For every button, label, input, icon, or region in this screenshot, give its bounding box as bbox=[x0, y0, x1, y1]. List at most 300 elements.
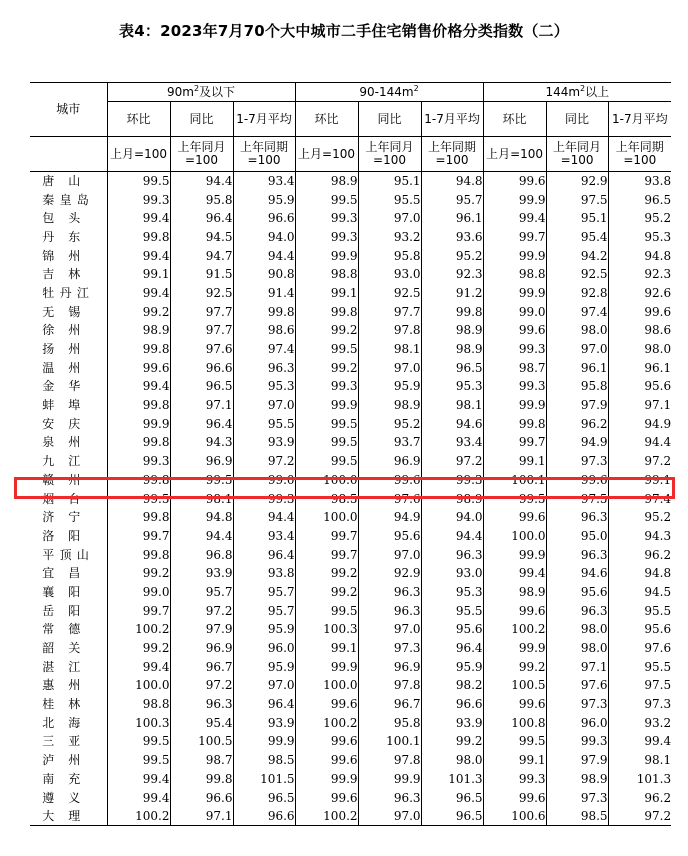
city-name-text: 安 庆 bbox=[42, 416, 81, 431]
index-value: 98.8 bbox=[295, 265, 358, 284]
index-value: 97.9 bbox=[546, 396, 608, 415]
index-value: 97.3 bbox=[358, 639, 421, 658]
index-value: 96.6 bbox=[170, 788, 233, 807]
index-value: 98.1 bbox=[358, 340, 421, 359]
base-header-avg: 上年同期=100 bbox=[608, 137, 671, 172]
index-value: 99.8 bbox=[295, 302, 358, 321]
index-value: 99.2 bbox=[421, 732, 483, 751]
index-value: 99.9 bbox=[483, 190, 546, 209]
city-name-text: 洛 阳 bbox=[42, 528, 81, 543]
index-value: 95.3 bbox=[608, 228, 671, 247]
index-value: 99.9 bbox=[358, 770, 421, 789]
index-value: 95.8 bbox=[358, 713, 421, 732]
col-header-avg: 1-7月平均 bbox=[608, 102, 671, 137]
table-row bbox=[30, 265, 671, 284]
city-name bbox=[30, 770, 107, 789]
table-row bbox=[30, 246, 671, 265]
index-value: 98.5 bbox=[546, 807, 608, 826]
index-value: 97.3 bbox=[546, 695, 608, 714]
index-value: 90.8 bbox=[233, 265, 295, 284]
index-value: 95.7 bbox=[233, 583, 295, 602]
city-name-text: 襄 阳 bbox=[42, 584, 81, 599]
index-value: 93.0 bbox=[358, 265, 421, 284]
index-value: 100.0 bbox=[483, 527, 546, 546]
index-value: 97.4 bbox=[608, 489, 671, 508]
city-name bbox=[30, 396, 107, 415]
index-value: 99.6 bbox=[295, 751, 358, 770]
city-name-text: 蚌 埠 bbox=[42, 398, 81, 413]
index-value: 96.3 bbox=[358, 601, 421, 620]
index-value: 95.8 bbox=[170, 190, 233, 209]
index-value: 93.4 bbox=[233, 527, 295, 546]
index-value: 94.2 bbox=[546, 246, 608, 265]
index-value: 94.8 bbox=[608, 564, 671, 583]
index-value: 98.9 bbox=[107, 321, 170, 340]
base-header-yoy: 上年同月=100 bbox=[170, 137, 233, 172]
index-value: 97.2 bbox=[608, 807, 671, 826]
index-value: 99.6 bbox=[483, 172, 546, 191]
index-value: 96.2 bbox=[608, 788, 671, 807]
index-value: 97.2 bbox=[421, 452, 483, 471]
index-value: 93.6 bbox=[421, 228, 483, 247]
index-value: 98.9 bbox=[421, 321, 483, 340]
index-value: 92.6 bbox=[608, 284, 671, 303]
index-value: 95.5 bbox=[358, 190, 421, 209]
index-value: 96.9 bbox=[358, 452, 421, 471]
index-value: 96.3 bbox=[546, 545, 608, 564]
index-value: 92.3 bbox=[421, 265, 483, 284]
city-name bbox=[30, 527, 107, 546]
area-superscript: 2 bbox=[413, 83, 419, 93]
city-name bbox=[30, 471, 107, 490]
table-row bbox=[30, 228, 671, 247]
index-value: 98.0 bbox=[608, 340, 671, 359]
table-row bbox=[30, 732, 671, 751]
index-value: 99.5 bbox=[295, 433, 358, 452]
index-value: 99.5 bbox=[295, 340, 358, 359]
index-value: 96.6 bbox=[421, 695, 483, 714]
index-value: 94.8 bbox=[421, 172, 483, 191]
index-value: 94.8 bbox=[170, 508, 233, 527]
index-value: 99.4 bbox=[107, 284, 170, 303]
city-name-text: 金 华 bbox=[42, 379, 81, 394]
city-name bbox=[30, 732, 107, 751]
index-value: 96.3 bbox=[546, 508, 608, 527]
index-value: 92.5 bbox=[358, 284, 421, 303]
index-value: 100.5 bbox=[170, 732, 233, 751]
city-name bbox=[30, 639, 107, 658]
index-value: 99.9 bbox=[483, 284, 546, 303]
index-value: 94.5 bbox=[170, 228, 233, 247]
index-value: 97.3 bbox=[546, 452, 608, 471]
index-value: 93.4 bbox=[233, 172, 295, 191]
group-header-mid bbox=[295, 83, 483, 102]
index-value: 97.0 bbox=[358, 807, 421, 826]
index-value: 99.4 bbox=[483, 564, 546, 583]
base-header-empty bbox=[30, 137, 107, 172]
city-name bbox=[30, 377, 107, 396]
index-value: 100.2 bbox=[295, 713, 358, 732]
index-value: 95.2 bbox=[358, 414, 421, 433]
index-value: 94.7 bbox=[170, 246, 233, 265]
index-value: 96.5 bbox=[421, 358, 483, 377]
index-value: 100.8 bbox=[483, 713, 546, 732]
index-value: 97.4 bbox=[233, 340, 295, 359]
index-value: 94.9 bbox=[358, 508, 421, 527]
base-header-yoy: 上年同月=100 bbox=[358, 137, 421, 172]
index-value: 94.0 bbox=[233, 228, 295, 247]
city-name bbox=[30, 751, 107, 770]
page-title: 表4：2023年7月70个大中城市二手住宅销售价格分类指数（二） bbox=[119, 22, 569, 40]
index-value: 99.8 bbox=[170, 770, 233, 789]
index-value: 99.4 bbox=[107, 788, 170, 807]
index-value: 99.9 bbox=[295, 246, 358, 265]
city-name-text: 常 德 bbox=[42, 622, 81, 637]
city-name-text: 无 锡 bbox=[42, 304, 81, 319]
table-row bbox=[30, 695, 671, 714]
index-value: 97.1 bbox=[170, 807, 233, 826]
index-value: 96.9 bbox=[170, 452, 233, 471]
index-value: 99.5 bbox=[170, 471, 233, 490]
city-name-text: 湛 江 bbox=[42, 659, 81, 674]
index-value: 99.6 bbox=[295, 732, 358, 751]
col-header-avg: 1-7月平均 bbox=[421, 102, 483, 137]
index-value: 99.8 bbox=[107, 396, 170, 415]
index-value: 99.8 bbox=[107, 471, 170, 490]
index-value: 96.3 bbox=[233, 358, 295, 377]
city-name bbox=[30, 807, 107, 826]
city-name bbox=[30, 713, 107, 732]
index-value: 98.0 bbox=[546, 639, 608, 658]
index-value: 91.5 bbox=[170, 265, 233, 284]
city-name-text: 唐 山 bbox=[42, 174, 81, 189]
index-value: 93.9 bbox=[421, 713, 483, 732]
index-value: 94.3 bbox=[608, 527, 671, 546]
index-value: 95.6 bbox=[608, 620, 671, 639]
table-row bbox=[30, 788, 671, 807]
col-header-avg: 1-7月平均 bbox=[233, 102, 295, 137]
index-value: 94.9 bbox=[546, 433, 608, 452]
base-header-mom: 上月=100 bbox=[295, 137, 358, 172]
index-value: 97.1 bbox=[608, 396, 671, 415]
col-header-yoy: 同比 bbox=[170, 102, 233, 137]
index-value: 99.8 bbox=[421, 302, 483, 321]
index-value: 101.3 bbox=[608, 770, 671, 789]
index-value: 99.0 bbox=[483, 302, 546, 321]
index-value: 99.7 bbox=[483, 228, 546, 247]
index-value: 95.5 bbox=[421, 601, 483, 620]
index-value: 99.2 bbox=[107, 302, 170, 321]
index-value: 99.0 bbox=[107, 583, 170, 602]
index-value: 98.9 bbox=[421, 489, 483, 508]
city-name-text: 九 江 bbox=[42, 454, 81, 469]
index-value: 97.8 bbox=[358, 321, 421, 340]
city-name bbox=[30, 489, 107, 508]
index-value: 99.3 bbox=[107, 190, 170, 209]
city-name-text: 温 州 bbox=[42, 360, 81, 375]
city-name-text: 平 顶 山 bbox=[42, 547, 89, 562]
index-value: 94.4 bbox=[170, 172, 233, 191]
index-value: 99.6 bbox=[483, 508, 546, 527]
city-name bbox=[30, 452, 107, 471]
index-value: 99.9 bbox=[483, 396, 546, 415]
index-value: 99.3 bbox=[295, 228, 358, 247]
index-value: 99.5 bbox=[483, 732, 546, 751]
index-value: 99.2 bbox=[483, 657, 546, 676]
index-value: 99.6 bbox=[295, 695, 358, 714]
index-value: 95.7 bbox=[170, 583, 233, 602]
city-name bbox=[30, 246, 107, 265]
index-value: 97.3 bbox=[608, 695, 671, 714]
index-value: 96.1 bbox=[421, 209, 483, 228]
city-name bbox=[30, 321, 107, 340]
index-value: 99.6 bbox=[483, 788, 546, 807]
index-value: 99.7 bbox=[295, 527, 358, 546]
index-value: 99.1 bbox=[107, 265, 170, 284]
table-row bbox=[30, 807, 671, 826]
index-value: 93.4 bbox=[421, 433, 483, 452]
table-header bbox=[30, 83, 671, 172]
table-row bbox=[30, 601, 671, 620]
index-value: 94.5 bbox=[608, 583, 671, 602]
index-value: 95.6 bbox=[421, 620, 483, 639]
city-name-text: 岳 阳 bbox=[42, 603, 81, 618]
index-value: 93.2 bbox=[608, 713, 671, 732]
index-value: 98.9 bbox=[421, 340, 483, 359]
table-row bbox=[30, 190, 671, 209]
index-value: 94.4 bbox=[233, 246, 295, 265]
index-value: 99.5 bbox=[295, 601, 358, 620]
index-value: 100.0 bbox=[295, 471, 358, 490]
index-value: 97.0 bbox=[546, 340, 608, 359]
table-row bbox=[30, 377, 671, 396]
index-value: 97.2 bbox=[170, 601, 233, 620]
index-value: 91.2 bbox=[421, 284, 483, 303]
city-name-text: 牡 丹 江 bbox=[42, 285, 89, 300]
index-value: 92.5 bbox=[546, 265, 608, 284]
table-body bbox=[30, 172, 671, 826]
table-row bbox=[30, 508, 671, 527]
index-value: 99.4 bbox=[107, 770, 170, 789]
index-value: 99.5 bbox=[295, 190, 358, 209]
index-value: 99.2 bbox=[295, 358, 358, 377]
index-value: 97.9 bbox=[546, 751, 608, 770]
index-value: 97.1 bbox=[170, 396, 233, 415]
table-row bbox=[30, 639, 671, 658]
city-name bbox=[30, 209, 107, 228]
index-value: 97.0 bbox=[358, 545, 421, 564]
index-value: 91.4 bbox=[233, 284, 295, 303]
index-value: 96.5 bbox=[233, 788, 295, 807]
index-value: 99.3 bbox=[483, 770, 546, 789]
index-value: 96.0 bbox=[546, 713, 608, 732]
city-name bbox=[30, 358, 107, 377]
index-value: 93.9 bbox=[233, 433, 295, 452]
city-name bbox=[30, 190, 107, 209]
index-value: 98.8 bbox=[107, 695, 170, 714]
group-area: 90m bbox=[166, 84, 194, 99]
group-suffix: 以上 bbox=[585, 84, 610, 99]
index-value: 92.3 bbox=[608, 265, 671, 284]
city-name-text: 泸 州 bbox=[42, 753, 81, 768]
price-index-table bbox=[30, 82, 671, 826]
index-value: 96.5 bbox=[608, 190, 671, 209]
index-value: 100.2 bbox=[295, 807, 358, 826]
index-value: 99.3 bbox=[233, 489, 295, 508]
city-name bbox=[30, 433, 107, 452]
index-value: 96.4 bbox=[233, 695, 295, 714]
index-value: 99.3 bbox=[295, 377, 358, 396]
index-value: 98.0 bbox=[546, 321, 608, 340]
area-superscript: 2 bbox=[580, 83, 586, 93]
index-value: 99.5 bbox=[295, 452, 358, 471]
city-name-text: 宜 昌 bbox=[42, 566, 81, 581]
index-value: 100.2 bbox=[107, 620, 170, 639]
city-column-header: 城市 bbox=[30, 83, 107, 137]
index-value: 96.7 bbox=[170, 657, 233, 676]
index-value: 94.4 bbox=[608, 433, 671, 452]
index-value: 99.2 bbox=[107, 639, 170, 658]
table-row bbox=[30, 358, 671, 377]
index-value: 94.9 bbox=[608, 414, 671, 433]
city-name bbox=[30, 676, 107, 695]
base-header-avg: 上年同期=100 bbox=[233, 137, 295, 172]
index-value: 100.1 bbox=[483, 471, 546, 490]
city-name bbox=[30, 265, 107, 284]
index-value: 95.3 bbox=[233, 377, 295, 396]
city-name bbox=[30, 695, 107, 714]
index-value: 96.3 bbox=[358, 583, 421, 602]
table-row bbox=[30, 751, 671, 770]
index-value: 99.5 bbox=[107, 751, 170, 770]
city-name-text: 三 亚 bbox=[42, 734, 81, 749]
index-value: 99.3 bbox=[546, 732, 608, 751]
index-value: 99.9 bbox=[483, 639, 546, 658]
index-value: 99.8 bbox=[107, 340, 170, 359]
city-name-text: 北 海 bbox=[42, 715, 81, 730]
index-value: 93.8 bbox=[233, 564, 295, 583]
index-value: 98.9 bbox=[546, 770, 608, 789]
city-name-text: 吉 林 bbox=[42, 267, 81, 282]
index-value: 95.8 bbox=[358, 246, 421, 265]
index-value: 99.2 bbox=[295, 564, 358, 583]
index-value: 96.3 bbox=[546, 601, 608, 620]
index-value: 97.1 bbox=[546, 657, 608, 676]
col-header-mom: 环比 bbox=[107, 102, 170, 137]
city-name-text: 扬 州 bbox=[42, 342, 81, 357]
index-value: 99.2 bbox=[295, 583, 358, 602]
index-value: 94.6 bbox=[546, 564, 608, 583]
index-value: 93.8 bbox=[608, 172, 671, 191]
index-value: 97.7 bbox=[170, 321, 233, 340]
index-value: 99.6 bbox=[483, 321, 546, 340]
table-row bbox=[30, 676, 671, 695]
table-row bbox=[30, 396, 671, 415]
city-name-text: 赣 州 bbox=[42, 472, 81, 487]
index-value: 95.8 bbox=[546, 377, 608, 396]
index-value: 99.5 bbox=[295, 414, 358, 433]
index-value: 95.2 bbox=[608, 508, 671, 527]
index-value: 94.4 bbox=[421, 527, 483, 546]
index-value: 95.4 bbox=[546, 228, 608, 247]
index-value: 99.1 bbox=[483, 452, 546, 471]
index-value: 99.8 bbox=[107, 508, 170, 527]
group-header-small bbox=[107, 83, 295, 102]
index-value: 96.3 bbox=[170, 695, 233, 714]
city-name-text: 济 宁 bbox=[42, 510, 81, 525]
city-name bbox=[30, 302, 107, 321]
index-value: 98.8 bbox=[483, 265, 546, 284]
index-value: 97.6 bbox=[358, 489, 421, 508]
index-value: 100.1 bbox=[358, 732, 421, 751]
index-value: 99.4 bbox=[107, 209, 170, 228]
index-value: 99.2 bbox=[107, 564, 170, 583]
group-header-large bbox=[483, 83, 671, 102]
index-value: 96.5 bbox=[421, 788, 483, 807]
index-value: 99.0 bbox=[233, 471, 295, 490]
city-name-text: 惠 州 bbox=[42, 678, 81, 693]
city-name bbox=[30, 508, 107, 527]
index-value: 99.9 bbox=[107, 414, 170, 433]
index-value: 99.9 bbox=[295, 657, 358, 676]
index-value: 98.0 bbox=[546, 620, 608, 639]
col-header-yoy: 同比 bbox=[358, 102, 421, 137]
index-value: 97.2 bbox=[233, 452, 295, 471]
index-value: 95.9 bbox=[358, 377, 421, 396]
col-header-mom: 环比 bbox=[295, 102, 358, 137]
index-value: 94.6 bbox=[421, 414, 483, 433]
index-value: 93.0 bbox=[421, 564, 483, 583]
table-row bbox=[30, 657, 671, 676]
index-value: 96.6 bbox=[233, 807, 295, 826]
table-row bbox=[30, 770, 671, 789]
index-value: 98.9 bbox=[483, 583, 546, 602]
table-row bbox=[30, 321, 671, 340]
index-value: 95.5 bbox=[608, 601, 671, 620]
index-value: 97.5 bbox=[546, 190, 608, 209]
index-value: 96.5 bbox=[421, 807, 483, 826]
table-row bbox=[30, 527, 671, 546]
index-value: 96.2 bbox=[546, 414, 608, 433]
city-name-text: 烟 台 bbox=[42, 491, 81, 506]
index-value: 99.1 bbox=[608, 471, 671, 490]
index-value: 95.1 bbox=[546, 209, 608, 228]
index-value: 98.1 bbox=[421, 396, 483, 415]
index-value: 99.4 bbox=[107, 657, 170, 676]
index-value: 94.4 bbox=[170, 527, 233, 546]
index-value: 95.2 bbox=[608, 209, 671, 228]
index-value: 99.1 bbox=[483, 751, 546, 770]
index-value: 96.2 bbox=[608, 545, 671, 564]
base-header-mom: 上月=100 bbox=[107, 137, 170, 172]
index-value: 97.7 bbox=[358, 302, 421, 321]
index-value: 101.5 bbox=[233, 770, 295, 789]
index-value: 99.3 bbox=[483, 340, 546, 359]
index-value: 95.9 bbox=[233, 190, 295, 209]
index-value: 96.7 bbox=[358, 695, 421, 714]
index-value: 99.3 bbox=[295, 209, 358, 228]
city-name bbox=[30, 601, 107, 620]
index-value: 100.2 bbox=[483, 620, 546, 639]
table-row bbox=[30, 284, 671, 303]
index-value: 100.3 bbox=[107, 713, 170, 732]
table-row bbox=[30, 172, 671, 191]
index-value: 100.0 bbox=[295, 676, 358, 695]
city-name bbox=[30, 657, 107, 676]
index-value: 99.3 bbox=[483, 377, 546, 396]
city-name-text: 韶 关 bbox=[42, 641, 81, 656]
table-row bbox=[30, 620, 671, 639]
